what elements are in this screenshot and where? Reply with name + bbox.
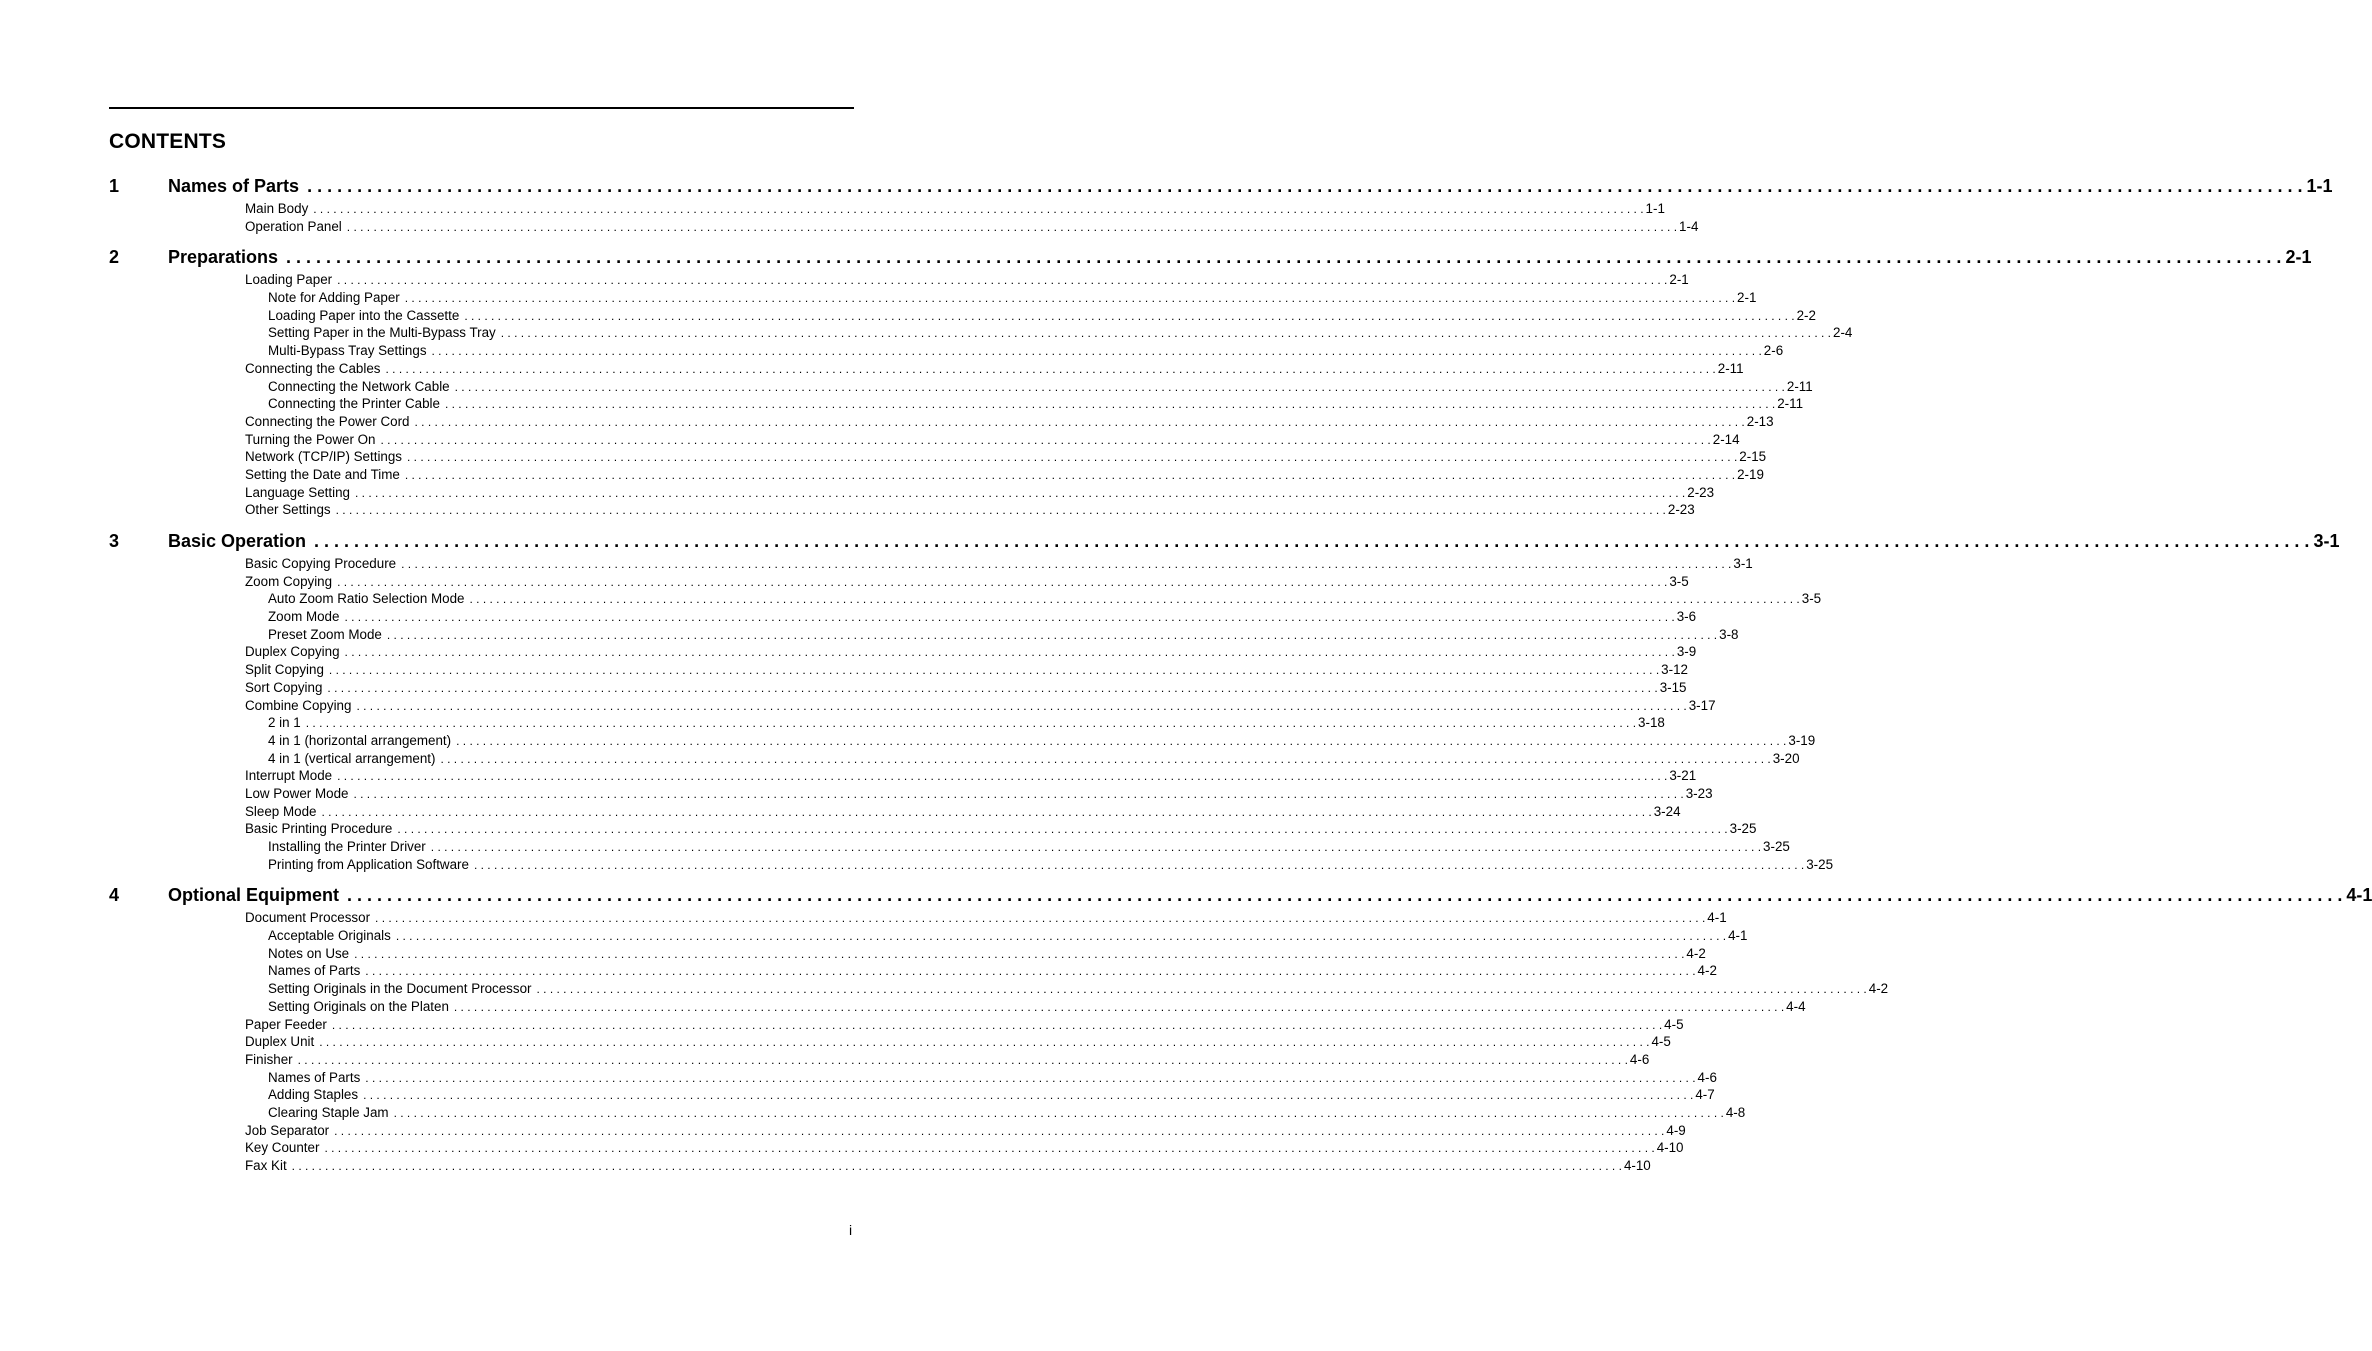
dot-leader: . . . . . . . . . . . . . . . . . . . . . . . . . . . . . . . . . . . . . . . . . . . . . . . . . . . . . . . . . . . . . . . . . . . . . . . . . . . . . . . . . . . . . . . . . . . . . . . . . . . . . . . . . . . . . . . . . . . . . . . . . . . . . . . . . . . . . . . . . . . . . . . . . . . . . . . . . . . . . . . . . . . . . . . . . . . . . . . . . . . . . . . . . . . . . . . . . . . . . . . . — [286, 247, 2282, 268]
toc-entry[interactable] — [109, 1122, 1686, 1141]
toc-entry[interactable] — [109, 573, 1689, 592]
entry-page: 4-6 — [1629, 1051, 1650, 1067]
toc-entry[interactable] — [109, 910, 1727, 928]
entry-page: 4-2 — [1686, 945, 1706, 961]
toc-entry[interactable] — [109, 556, 1753, 574]
dot-leader: . . . . . . . . . . . . . . . . . . . . . . . . . . . . . . . . . . . . . . . . . . . . . . . . . . . . . . . . . . . . . . . . . . . . . . . . . . . . . . . . . . . . . . . . . . . . . . . . . . . . . . . . . . . . . . . . . . . . . . . . . . . . . . . . . . . . . . . . . . . . . . . . . . . . . . . . . . . . . . . . . . . . . . . . . . . . . . . . . . . . . . . . . . . . . . . . . . . . . . . . — [454, 379, 1785, 394]
toc-entry[interactable] — [109, 803, 1681, 822]
entry-title: 2 in 1 — [268, 715, 301, 731]
entry-page: 3-25 — [1729, 821, 1757, 837]
dot-leader: . . . . . . . . . . . . . . . . . . . . . . . . . . . . . . . . . . . . . . . . . . . . . . . . . . . . . . . . . . . . . . . . . . . . . . . . . . . . . . . . . . . . . . . . . . . . . . . . . . . . . . . . . . . . . . . . . . . . . . . . . . . . . . . . . . . . . . . . . . . . . . . . . . . . . . . . . . . . . . . . . . . . . . . . . . . . . . . . . . . . . . . . . . . . . . . . . . . . . . . . — [414, 414, 1745, 429]
toc-entry[interactable] — [109, 945, 1706, 964]
toc-entry[interactable] — [109, 715, 1665, 733]
entry-title: Duplex Copying — [245, 644, 340, 660]
entry-title: Setting Originals on the Platen — [268, 998, 449, 1014]
entry-title: Operation Panel — [245, 218, 342, 234]
toc-entry[interactable] — [109, 378, 1813, 397]
dot-leader: . . . . . . . . . . . . . . . . . . . . . . . . . . . . . . . . . . . . . . . . . . . . . . . . . . . . . . . . . . . . . . . . . . . . . . . . . . . . . . . . . . . . . . . . . . . . . . . . . . . . . . . . . . . . . . . . . . . . . . . . . . . . . . . . . . . . . . . . . . . . . . . . . . . . . . . . . . . . . . . . . . . . . . . . . . . . . . . . . . . . . . . . . . . . . . . . . . . . . . . . — [500, 326, 1832, 341]
toc-chapter — [109, 247, 2312, 520]
entry-page: 2-1 — [1669, 272, 1689, 288]
page-number: i — [849, 1222, 853, 1238]
dot-leader: . . . . . . . . . . . . . . . . . . . . . . . . . . . . . . . . . . . . . . . . . . . . . . . . . . . . . . . . . . . . . . . . . . . . . . . . . . . . . . . . . . . . . . . . . . . . . . . . . . . . . . . . . . . . . . . . . . . . . . . . . . . . . . . . . . . . . . . . . . . . . . . . . . . . . . . . . . . . . . . . . . . . . . . . . . . . . . . . . . . . . . . . . . . . . . . . . . . . . . . . — [354, 946, 1685, 961]
entry-page: 4-10 — [1656, 1140, 1684, 1156]
toc-entry[interactable] — [109, 290, 1757, 308]
toc-entry[interactable] — [109, 466, 1764, 485]
toc-entry[interactable] — [109, 998, 1806, 1017]
dot-leader: . . . . . . . . . . . . . . . . . . . . . . . . . . . . . . . . . . . . . . . . . . . . . . . . . . . . . . . . . . . . . . . . . . . . . . . . . . . . . . . . . . . . . . . . . . . . . . . . . . . . . . . . . . . . . . . . . . . . . . . . . . . . . . . . . . . . . . . . . . . . . . . . . . . . . . . . . . . . . . . . . . . . . . . . . . . . . . . . . . . . . . . . . . . . . . . . . . . . . . . . — [397, 822, 1728, 837]
dot-leader: . . . . . . . . . . . . . . . . . . . . . . . . . . . . . . . . . . . . . . . . . . . . . . . . . . . . . . . . . . . . . . . . . . . . . . . . . . . . . . . . . . . . . . . . . . . . . . . . . . . . . . . . . . . . . . . . . . . . . . . . . . . . . . . . . . . . . . . . . . . . . . . . . . . . . . . . . . . . . . . . . . . . . . . . . . . . . . . . . . . . . . . . . . . . . . . . . . . . . . . . — [307, 176, 2303, 196]
chapter-number: 2 — [109, 247, 120, 268]
entry-title: Combine Copying — [245, 697, 352, 713]
entry-title: Connecting the Cables — [245, 360, 381, 376]
dot-leader: . . . . . . . . . . . . . . . . . . . . . . . . . . . . . . . . . . . . . . . . . . . . . . . . . . . . . . . . . . . . . . . . . . . . . . . . . . . . . . . . . . . . . . . . . . . . . . . . . . . . . . . . . . . . . . . . . . . . . . . . . . . . . . . . . . . . . . . . . . . . . . . . . . . . . . . . . . . . . . . . . . . . . . . . . . . . . . . . . . . . . . . . . . . . . . . . . . . . . . . . — [297, 1052, 1628, 1067]
entry-title: Finisher — [245, 1051, 293, 1067]
toc-entry[interactable] — [109, 785, 1713, 804]
entry-title: Names of Parts — [268, 963, 361, 979]
toc-entry[interactable] — [109, 679, 1687, 698]
chapter-heading[interactable] — [109, 885, 2372, 910]
entry-page: 4-10 — [1623, 1158, 1651, 1173]
entry-page: 2-11 — [1786, 378, 1813, 394]
dot-leader: . . . . . . . . . . . . . . . . . . . . . . . . . . . . . . . . . . . . . . . . . . . . . . . . . . . . . . . . . . . . . . . . . . . . . . . . . . . . . . . . . . . . . . . . . . . . . . . . . . . . . . . . . . . . . . . . . . . . . . . . . . . . . . . . . . . . . . . . . . . . . . . . . . . . . . . . . . . . . . . . . . . . . . . . . . . . . . . . . . . . . . . . . . . . . . . . . . . . . . . . — [291, 1159, 1622, 1173]
dot-leader: . . . . . . . . . . . . . . . . . . . . . . . . . . . . . . . . . . . . . . . . . . . . . . . . . . . . . . . . . . . . . . . . . . . . . . . . . . . . . . . . . . . . . . . . . . . . . . . . . . . . . . . . . . . . . . . . . . . . . . . . . . . . . . . . . . . . . . . . . . . . . . . . . . . . . . . . . . . . . . . . . . . . . . . . . . . . . . . . . . . . . . . . . . . . . . . . . . . . . . . . — [356, 698, 1687, 713]
entry-page: 4-8 — [1725, 1104, 1746, 1120]
dot-leader: . . . . . . . . . . . . . . . . . . . . . . . . . . . . . . . . . . . . . . . . . . . . . . . . . . . . . . . . . . . . . . . . . . . . . . . . . . . . . . . . . . . . . . . . . . . . . . . . . . . . . . . . . . . . . . . . . . . . . . . . . . . . . . . . . . . . . . . . . . . . . . . . . . . . . . . . . . . . . . . . . . . . . . . . . . . . . . . . . . . . . . . . . . . . . . . . . . . . . . . . — [395, 929, 1727, 944]
entry-title: Printing from Application Software — [268, 856, 469, 872]
entry-title: Multi-Bypass Tray Settings — [268, 343, 427, 359]
dot-leader: . . . . . . . . . . . . . . . . . . . . . . . . . . . . . . . . . . . . . . . . . . . . . . . . . . . . . . . . . . . . . . . . . . . . . . . . . . . . . . . . . . . . . . . . . . . . . . . . . . . . . . . . . . . . . . . . . . . . . . . . . . . . . . . . . . . . . . . . . . . . . . . . . . . . . . . . . . . . . . . . . . . . . . . . . . . . . . . . . . . . . . . . . . . . . . . . . . . . . . . . — [385, 361, 1716, 376]
entry-title: Paper Feeder — [245, 1016, 327, 1032]
entry-title: Network (TCP/IP) Settings — [245, 449, 403, 465]
entry-page: 2-19 — [1737, 466, 1764, 482]
entry-title: Basic Printing Procedure — [245, 821, 393, 837]
entry-page: 2-14 — [1712, 431, 1740, 447]
dot-leader: . . . . . . . . . . . . . . . . . . . . . . . . . . . . . . . . . . . . . . . . . . . . . . . . . . . . . . . . . . . . . . . . . . . . . . . . . . . . . . . . . . . . . . . . . . . . . . . . . . . . . . . . . . . . . . . . . . . . . . . . . . . . . . . . . . . . . . . . . . . . . . . . . . . . . . . . . . . . . . . . . . . . . . . . . . . . . . . . . . . . . . . . . . . . . . . . . . . . . . . . — [344, 610, 1675, 625]
page-title: CONTENTS — [109, 130, 227, 153]
toc-chapter — [109, 176, 2333, 236]
dot-leader: . . . . . . . . . . . . . . . . . . . . . . . . . . . . . . . . . . . . . . . . . . . . . . . . . . . . . . . . . . . . . . . . . . . . . . . . . . . . . . . . . . . . . . . . . . . . . . . . . . . . . . . . . . . . . . . . . . . . . . . . . . . . . . . . . . . . . . . . . . . . . . . . . . . . . . . . . . . . . . . . . . . . . . . . . . . . . . . . . . . . . . . . . . . . . . . . . . . . . . . . — [321, 804, 1652, 819]
chapter-number: 4 — [109, 885, 120, 906]
chapter-heading[interactable] — [109, 531, 2340, 556]
entry-page: 3-23 — [1685, 785, 1713, 801]
toc-entry[interactable] — [109, 396, 1804, 414]
dot-leader: . . . . . . . . . . . . . . . . . . . . . . . . . . . . . . . . . . . . . . . . . . . . . . . . . . . . . . . . . . . . . . . . . . . . . . . . . . . . . . . . . . . . . . . . . . . . . . . . . . . . . . . . . . . . . . . . . . . . . . . . . . . . . . . . . . . . . . . . . . . . . . . . . . . . . . . . . . . . . . . . . . . . . . . . . . . . . . . . . . . . . . . . . . . . . . . . . . . . . . . . — [469, 592, 1800, 607]
chapter-number: 3 — [109, 531, 120, 551]
entry-title: Loading Paper into the Cassette — [268, 307, 460, 323]
toc-entry[interactable] — [109, 750, 1800, 769]
dot-leader: . . . . . . . . . . . . . . . . . . . . . . . . . . . . . . . . . . . . . . . . . . . . . . . . . . . . . . . . . . . . . . . . . . . . . . . . . . . . . . . . . . . . . . . . . . . . . . . . . . . . . . . . . . . . . . . . . . . . . . . . . . . . . . . . . . . . . . . . . . . . . . . . . . . . . . . . . . . . . . . . . . . . . . . . . . . . . . . . . . . . . . . . . . . . . . . . . . . . . . . . — [344, 645, 1675, 660]
dot-leader: . . . . . . . . . . . . . . . . . . . . . . . . . . . . . . . . . . . . . . . . . . . . . . . . . . . . . . . . . . . . . . . . . . . . . . . . . . . . . . . . . . . . . . . . . . . . . . . . . . . . . . . . . . . . . . . . . . . . . . . . . . . . . . . . . . . . . . . . . . . . . . . . . . . . . . . . . . . . . . . . . . . . . . . . . . . . . . . . . . . . . . . . . . . . . . . . . . . . . . . . — [393, 1105, 1724, 1120]
toc-entry[interactable] — [109, 201, 1665, 219]
dot-leader: . . . . . . . . . . . . . . . . . . . . . . . . . . . . . . . . . . . . . . . . . . . . . . . . . . . . . . . . . . . . . . . . . . . . . . . . . . . . . . . . . . . . . . . . . . . . . . . . . . . . . . . . . . . . . . . . . . . . . . . . . . . . . . . . . . . . . . . . . . . . . . . . . . . . . . . . . . . . . . . . . . . . . . . . . . . . . . . . . . . . . . . . . . . . . . . . . . . . . . . . — [313, 202, 1644, 216]
toc-entry[interactable] — [109, 981, 1889, 999]
entry-title: Preset Zoom Mode — [268, 626, 382, 642]
entry-page: 4-5 — [1664, 1016, 1684, 1032]
toc-entry[interactable] — [109, 1034, 1671, 1052]
entry-title: Sort Copying — [245, 679, 323, 695]
entry-page: 4-6 — [1697, 1069, 1717, 1085]
entry-page: 3-18 — [1638, 715, 1665, 731]
entry-page: 3-5 — [1669, 573, 1689, 589]
toc-entry[interactable] — [109, 963, 1717, 981]
entry-page: 4-2 — [1868, 981, 1889, 997]
entry-page: 4-7 — [1695, 1087, 1715, 1103]
entry-title: Clearing Staple Jam — [268, 1104, 389, 1120]
dot-leader: . . . . . . . . . . . . . . . . . . . . . . . . . . . . . . . . . . . . . . . . . . . . . . . . . . . . . . . . . . . . . . . . . . . . . . . . . . . . . . . . . . . . . . . . . . . . . . . . . . . . . . . . . . . . . . . . . . . . . . . . . . . . . . . . . . . . . . . . . . . . . . . . . . . . . . . . . . . . . . . . . . . . . . . . . . . . . . . . . . . . . . . . . . . . . . . . . . . . . . . . — [353, 786, 1684, 801]
toc-entry[interactable] — [109, 928, 1748, 946]
entry-title: Interrupt Mode — [245, 768, 333, 784]
chapter-page: 4-1 — [2346, 885, 2372, 906]
toc-entry[interactable] — [109, 1051, 1650, 1070]
toc-chapter — [109, 531, 2340, 874]
toc-entry[interactable] — [109, 360, 1744, 379]
dot-leader: . . . . . . . . . . . . . . . . . . . . . . . . . . . . . . . . . . . . . . . . . . . . . . . . . . . . . . . . . . . . . . . . . . . . . . . . . . . . . . . . . . . . . . . . . . . . . . . . . . . . . . . . . . . . . . . . . . . . . . . . . . . . . . . . . . . . . . . . . . . . . . . . . . . . . . . . . . . . . . . . . . . . . . . . . . . . . . . . . . . . . . . . . . . . . . . . . . . . . . . . — [375, 911, 1706, 926]
dot-leader: . . . . . . . . . . . . . . . . . . . . . . . . . . . . . . . . . . . . . . . . . . . . . . . . . . . . . . . . . . . . . . . . . . . . . . . . . . . . . . . . . . . . . . . . . . . . . . . . . . . . . . . . . . . . . . . . . . . . . . . . . . . . . . . . . . . . . . . . . . . . . . . . . . . . . . . . . . . . . . . . . . . . . . . . . . . . . . . . . . . . . . . . . . . . . . . . . . . . . . . . — [444, 397, 1776, 412]
toc-chapter — [109, 885, 2372, 1175]
dot-leader: . . . . . . . . . . . . . . . . . . . . . . . . . . . . . . . . . . . . . . . . . . . . . . . . . . . . . . . . . . . . . . . . . . . . . . . . . . . . . . . . . . . . . . . . . . . . . . . . . . . . . . . . . . . . . . . . . . . . . . . . . . . . . . . . . . . . . . . . . . . . . . . . . . . . . . . . . . . . . . . . . . . . . . . . . . . . . . . . . . . . . . . . . . . . . . . . . . . . . . . . — [404, 291, 1736, 306]
entry-title: Installing the Printer Driver — [268, 839, 426, 854]
dot-leader: . . . . . . . . . . . . . . . . . . . . . . . . . . . . . . . . . . . . . . . . . . . . . . . . . . . . . . . . . . . . . . . . . . . . . . . . . . . . . . . . . . . . . . . . . . . . . . . . . . . . . . . . . . . . . . . . . . . . . . . . . . . . . . . . . . . . . . . . . . . . . . . . . . . . . . . . . . . . . . . . . . . . . . . . . . . . . . . . . . . . . . . . . . . . . . . . . . . . . . . . — [334, 1123, 1665, 1138]
entry-title: Setting Originals in the Document Processor — [268, 981, 532, 997]
entry-page: 3-8 — [1719, 626, 1739, 642]
toc-entry[interactable] — [109, 821, 1757, 839]
entry-title: Setting Paper in the Multi-Bypass Tray — [268, 325, 496, 341]
chapter-page: 1-1 — [2306, 176, 2333, 196]
dot-leader: . . . . . . . . . . . . . . . . . . . . . . . . . . . . . . . . . . . . . . . . . . . . . . . . . . . . . . . . . . . . . . . . . . . . . . . . . . . . . . . . . . . . . . . . . . . . . . . . . . . . . . . . . . . . . . . . . . . . . . . . . . . . . . . . . . . . . . . . . . . . . . . . . . . . . . . . . . . . . . . . . . . . . . . . . . . . . . . . . . . . . . . . . . . . . . . . . . . . . . . . — [430, 840, 1762, 854]
entry-page: 3-6 — [1676, 609, 1697, 625]
dot-leader: . . . . . . . . . . . . . . . . . . . . . . . . . . . . . . . . . . . . . . . . . . . . . . . . . . . . . . . . . . . . . . . . . . . . . . . . . . . . . . . . . . . . . . . . . . . . . . . . . . . . . . . . . . . . . . . . . . . . . . . . . . . . . . . . . . . . . . . . . . . . . . . . . . . . . . . . . . . . . . . . . . . . . . . . . . . . . . . . . . . . . . . . . . . . . . . . . . . . . . . . — [407, 450, 1738, 465]
chapter-heading[interactable] — [109, 247, 2312, 272]
entry-page: 2-13 — [1746, 413, 1774, 429]
entry-title: Sleep Mode — [245, 803, 317, 819]
entry-title: Setting the Date and Time — [245, 466, 400, 482]
dot-leader: . . . . . . . . . . . . . . . . . . . . . . . . . . . . . . . . . . . . . . . . . . . . . . . . . . . . . . . . . . . . . . . . . . . . . . . . . . . . . . . . . . . . . . . . . . . . . . . . . . . . . . . . . . . . . . . . . . . . . . . . . . . . . . . . . . . . . . . . . . . . . . . . . . . . . . . . . . . . . . . . . . . . . . . . . . . . . . . . . . . . . . . . . . . . . . . . . . . . . . . . — [337, 273, 1668, 288]
entry-page: 2-23 — [1667, 502, 1695, 518]
entry-title: Loading Paper — [245, 272, 333, 288]
entry-page: 2-23 — [1687, 484, 1715, 500]
entry-title: Auto Zoom Ratio Selection Mode — [268, 591, 465, 607]
entry-title: Fax Kit — [245, 1158, 287, 1173]
entry-page: 4-9 — [1666, 1122, 1686, 1138]
entry-page: 4-5 — [1651, 1034, 1671, 1050]
dot-leader: . . . . . . . . . . . . . . . . . . . . . . . . . . . . . . . . . . . . . . . . . . . . . . . . . . . . . . . . . . . . . . . . . . . . . . . . . . . . . . . . . . . . . . . . . . . . . . . . . . . . . . . . . . . . . . . . . . . . . . . . . . . . . . . . . . . . . . . . . . . . . . . . . . . . . . . . . . . . . . . . . . . . . . . . . . . . . . . . . . . . . . . . . . . . . . . . . . . . . . . . — [456, 733, 1787, 748]
entry-title: Zoom Mode — [268, 609, 340, 625]
entry-page: 2-11 — [1717, 360, 1744, 376]
entry-page: 3-20 — [1772, 750, 1800, 766]
chapter-number: 1 — [109, 176, 120, 196]
entry-page: 1-4 — [1679, 218, 1699, 234]
entry-title: Connecting the Printer Cable — [268, 396, 440, 412]
dot-leader: . . . . . . . . . . . . . . . . . . . . . . . . . . . . . . . . . . . . . . . . . . . . . . . . . . . . . . . . . . . . . . . . . . . . . . . . . . . . . . . . . . . . . . . . . . . . . . . . . . . . . . . . . . . . . . . . . . . . . . . . . . . . . . . . . . . . . . . . . . . . . . . . . . . . . . . . . . . . . . . . . . . . . . . . . . . . . . . . . . . . . . . . . . . . . . . . . . . . . . . . — [431, 344, 1762, 359]
chapter-title: Optional Equipment — [168, 885, 339, 906]
toc-entry[interactable] — [109, 591, 1822, 609]
entry-title: 4 in 1 (vertical arrangement) — [268, 750, 436, 766]
dot-leader: . . . . . . . . . . . . . . . . . . . . . . . . . . . . . . . . . . . . . . . . . . . . . . . . . . . . . . . . . . . . . . . . . . . . . . . . . . . . . . . . . . . . . . . . . . . . . . . . . . . . . . . . . . . . . . . . . . . . . . . . . . . . . . . . . . . . . . . . . . . . . . . . . . . . . . . . . . . . . . . . . . . . . . . . . . . . . . . . . . . . . . . . . . . . . . . . . . . . . . . . — [363, 1088, 1694, 1103]
toc-entry[interactable] — [109, 697, 1716, 716]
chapter-page: 3-1 — [2313, 531, 2340, 551]
entry-page: 4-1 — [1728, 928, 1748, 944]
toc-entry[interactable] — [109, 662, 1688, 680]
entry-page: 3-17 — [1688, 697, 1716, 713]
entry-page: 2-15 — [1739, 449, 1767, 465]
table-of-contents — [109, 176, 2372, 1187]
entry-title: Key Counter — [245, 1140, 320, 1156]
toc-entry[interactable] — [109, 272, 1689, 290]
toc-entry[interactable] — [109, 1069, 1717, 1088]
entry-title: 4 in 1 (horizontal arrangement) — [268, 732, 452, 748]
dot-leader: . . . . . . . . . . . . . . . . . . . . . . . . . . . . . . . . . . . . . . . . . . . . . . . . . . . . . . . . . . . . . . . . . . . . . . . . . . . . . . . . . . . . . . . . . . . . . . . . . . . . . . . . . . . . . . . . . . . . . . . . . . . . . . . . . . . . . . . . . . . . . . . . . . . . . . . . . . . . . . . . . . . . . . . . . . . . . . . . . . . . . . . . . . . . . . . . . . . . . . . . — [337, 769, 1668, 784]
toc-entry[interactable] — [109, 1158, 1651, 1176]
entry-title: Zoom Copying — [245, 573, 333, 589]
toc-entry[interactable] — [109, 609, 1697, 627]
toc-entry[interactable] — [109, 431, 1740, 450]
toc-entry[interactable] — [109, 1104, 1746, 1123]
dot-leader: . . . . . . . . . . . . . . . . . . . . . . . . . . . . . . . . . . . . . . . . . . . . . . . . . . . . . . . . . . . . . . . . . . . . . . . . . . . . . . . . . . . . . . . . . . . . . . . . . . . . . . . . . . . . . . . . . . . . . . . . . . . . . . . . . . . . . . . . . . . . . . . . . . . . . . . . . . . . . . . . . . . . . . . . . . . . . . . . . . . . . . . . . . . . . . . . . . . . . . . . — [335, 503, 1666, 518]
entry-page: 3-25 — [1806, 856, 1834, 872]
entry-page: 3-5 — [1801, 591, 1822, 607]
toc-entry[interactable] — [109, 413, 1774, 432]
dot-leader: . . . . . . . . . . . . . . . . . . . . . . . . . . . . . . . . . . . . . . . . . . . . . . . . . . . . . . . . . . . . . . . . . . . . . . . . . . . . . . . . . . . . . . . . . . . . . . . . . . . . . . . . . . . . . . . . . . . . . . . . . . . . . . . . . . . . . . . . . . . . . . . . . . . . . . . . . . . . . . . . . . . . . . . . . . . . . . . . . . . . . . . . . . . . . . . . . . . . . . . . — [386, 627, 1718, 642]
entry-page: 3-9 — [1676, 644, 1697, 660]
toc-entry[interactable] — [109, 644, 1697, 662]
toc-entry[interactable] — [109, 484, 1715, 503]
entry-page: 4-4 — [1786, 998, 1806, 1014]
dot-leader: . . . . . . . . . . . . . . . . . . . . . . . . . . . . . . . . . . . . . . . . . . . . . . . . . . . . . . . . . . . . . . . . . . . . . . . . . . . . . . . . . . . . . . . . . . . . . . . . . . . . . . . . . . . . . . . . . . . . . . . . . . . . . . . . . . . . . . . . . . . . . . . . . . . . . . . . . . . . . . . . . . . . . . . . . . . . . . . . . . . . . . . . . . . . . . . . . . . . . . . . — [337, 574, 1668, 589]
dot-leader: . . . . . . . . . . . . . . . . . . . . . . . . . . . . . . . . . . . . . . . . . . . . . . . . . . . . . . . . . . . . . . . . . . . . . . . . . . . . . . . . . . . . . . . . . . . . . . . . . . . . . . . . . . . . . . . . . . . . . . . . . . . . . . . . . . . . . . . . . . . . . . . . . . . . . . . . . . . . . . . . . . . . . . . . . . . . . . . . . . . . . . . . . . . . . . . . . . . . . . . . — [365, 964, 1696, 979]
toc-entry[interactable] — [109, 732, 1816, 751]
entry-title: Language Setting — [245, 484, 350, 500]
toc-entry[interactable] — [109, 325, 1853, 343]
entry-page: 4-1 — [1707, 910, 1727, 926]
entry-title: Adding Staples — [268, 1087, 359, 1103]
chapter-page: 2-1 — [2285, 247, 2312, 268]
entry-title: Duplex Unit — [245, 1034, 315, 1050]
toc-entry[interactable] — [109, 1016, 1684, 1035]
entry-page: 2-4 — [1833, 325, 1853, 341]
entry-title: Low Power Mode — [245, 785, 349, 801]
entry-title: Basic Copying Procedure — [245, 556, 397, 571]
toc-entry[interactable] — [109, 218, 1699, 237]
entry-title: Turning the Power On — [245, 431, 376, 447]
dot-leader: . . . . . . . . . . . . . . . . . . . . . . . . . . . . . . . . . . . . . . . . . . . . . . . . . . . . . . . . . . . . . . . . . . . . . . . . . . . . . . . . . . . . . . . . . . . . . . . . . . . . . . . . . . . . . . . . . . . . . . . . . . . . . . . . . . . . . . . . . . . . . . . . . . . . . . . . . . . . . . . . . . . . . . . . . . . . . . . . . . . . . . . . . . . . . . . . . . . . . . . . — [473, 857, 1805, 872]
dot-leader: . . . . . . . . . . . . . . . . . . . . . . . . . . . . . . . . . . . . . . . . . . . . . . . . . . . . . . . . . . . . . . . . . . . . . . . . . . . . . . . . . . . . . . . . . . . . . . . . . . . . . . . . . . . . . . . . . . . . . . . . . . . . . . . . . . . . . . . . . . . . . . . . . . . . . . . . . . . . . . . . . . . . . . . . . . . . . . . . . . . . . . . . . . . . . . . . . . . . . . . . — [404, 467, 1736, 482]
dot-leader: . . . . . . . . . . . . . . . . . . . . . . . . . . . . . . . . . . . . . . . . . . . . . . . . . . . . . . . . . . . . . . . . . . . . . . . . . . . . . . . . . . . . . . . . . . . . . . . . . . . . . . . . . . . . . . . . . . . . . . . . . . . . . . . . . . . . . . . . . . . . . . . . . . . . . . . . . . . . . . . . . . . . . . . . . . . . . . . . . . . . . . . . . . . . . . . . . . . . . . . . — [355, 485, 1686, 500]
entry-page: 2-1 — [1737, 290, 1757, 306]
entry-title: Connecting the Network Cable — [268, 378, 450, 394]
entry-title: Connecting the Power Cord — [245, 413, 410, 429]
entry-page: 2-2 — [1796, 307, 1816, 323]
entry-page: 4-2 — [1697, 963, 1717, 979]
entry-title: Acceptable Originals — [268, 928, 391, 944]
entry-title: Notes on Use — [268, 945, 350, 961]
dot-leader: . . . . . . . . . . . . . . . . . . . . . . . . . . . . . . . . . . . . . . . . . . . . . . . . . . . . . . . . . . . . . . . . . . . . . . . . . . . . . . . . . . . . . . . . . . . . . . . . . . . . . . . . . . . . . . . . . . . . . . . . . . . . . . . . . . . . . . . . . . . . . . . . . . . . . . . . . . . . . . . . . . . . . . . . . . . . . . . . . . . . . . . . . . . . . . . . . . . . . . . . — [453, 999, 1785, 1014]
chapter-heading[interactable] — [109, 176, 2333, 201]
entry-title: Other Settings — [245, 502, 331, 518]
toc-entry[interactable] — [109, 626, 1739, 645]
dot-leader: . . . . . . . . . . . . . . . . . . . . . . . . . . . . . . . . . . . . . . . . . . . . . . . . . . . . . . . . . . . . . . . . . . . . . . . . . . . . . . . . . . . . . . . . . . . . . . . . . . . . . . . . . . . . . . . . . . . . . . . . . . . . . . . . . . . . . . . . . . . . . . . . . . . . . . . . . . . . . . . . . . . . . . . . . . . . . . . . . . . . . . . . . . . . . . . . . . . . . . . . — [327, 680, 1658, 695]
toc-entry[interactable] — [109, 343, 1784, 361]
entry-page: 1-1 — [1645, 201, 1665, 216]
chapter-title: Preparations — [168, 247, 279, 268]
entry-page: 2-11 — [1777, 396, 1804, 412]
toc-entry[interactable] — [109, 1087, 1715, 1105]
toc-entry[interactable] — [109, 449, 1767, 467]
entry-page: 2-6 — [1763, 343, 1784, 359]
dot-leader: . . . . . . . . . . . . . . . . . . . . . . . . . . . . . . . . . . . . . . . . . . . . . . . . . . . . . . . . . . . . . . . . . . . . . . . . . . . . . . . . . . . . . . . . . . . . . . . . . . . . . . . . . . . . . . . . . . . . . . . . . . . . . . . . . . . . . . . . . . . . . . . . . . . . . . . . . . . . . . . . . . . . . . . . . . . . . . . . . . . . . . . . . . . . . . . . . . . . . . . . — [331, 1017, 1663, 1032]
toc-entry[interactable] — [109, 839, 1790, 857]
toc-entry[interactable] — [109, 502, 1695, 520]
dot-leader: . . . . . . . . . . . . . . . . . . . . . . . . . . . . . . . . . . . . . . . . . . . . . . . . . . . . . . . . . . . . . . . . . . . . . . . . . . . . . . . . . . . . . . . . . . . . . . . . . . . . . . . . . . . . . . . . . . . . . . . . . . . . . . . . . . . . . . . . . . . . . . . . . . . . . . . . . . . . . . . . . . . . . . . . . . . . . . . . . . . . . . . . . . . . . . . . . . . . . . . . — [319, 1035, 1650, 1050]
dot-leader: . . . . . . . . . . . . . . . . . . . . . . . . . . . . . . . . . . . . . . . . . . . . . . . . . . . . . . . . . . . . . . . . . . . . . . . . . . . . . . . . . . . . . . . . . . . . . . . . . . . . . . . . . . . . . . . . . . . . . . . . . . . . . . . . . . . . . . . . . . . . . . . . . . . . . . . . . . . . . . . . . . . . . . . . . . . . . . . . . . . . . . . . . . . . . . . . . . . . . . . . — [401, 557, 1732, 571]
toc-entry[interactable] — [109, 307, 1816, 326]
dot-leader: . . . . . . . . . . . . . . . . . . . . . . . . . . . . . . . . . . . . . . . . . . . . . . . . . . . . . . . . . . . . . . . . . . . . . . . . . . . . . . . . . . . . . . . . . . . . . . . . . . . . . . . . . . . . . . . . . . . . . . . . . . . . . . . . . . . . . . . . . . . . . . . . . . . . . . . . . . . . . . . . . . . . . . . . . . . . . . . . . . . . . . . . . . . . . . . . . . . . . . . . — [305, 716, 1637, 731]
dot-leader: . . . . . . . . . . . . . . . . . . . . . . . . . . . . . . . . . . . . . . . . . . . . . . . . . . . . . . . . . . . . . . . . . . . . . . . . . . . . . . . . . . . . . . . . . . . . . . . . . . . . . . . . . . . . . . . . . . . . . . . . . . . . . . . . . . . . . . . . . . . . . . . . . . . . . . . . . . . . . . . . . . . . . . . . . . . . . . . . . . . . . . . . . . . . . . . . . . . . . . . . — [314, 531, 2310, 551]
entry-page: 3-21 — [1669, 768, 1697, 784]
dot-leader: . . . . . . . . . . . . . . . . . . . . . . . . . . . . . . . . . . . . . . . . . . . . . . . . . . . . . . . . . . . . . . . . . . . . . . . . . . . . . . . . . . . . . . . . . . . . . . . . . . . . . . . . . . . . . . . . . . . . . . . . . . . . . . . . . . . . . . . . . . . . . . . . . . . . . . . . . . . . . . . . . . . . . . . . . . . . . . . . . . . . . . . . . . . . . . . . . . . . . . . . — [347, 885, 2343, 906]
toc-entry[interactable] — [109, 856, 1834, 875]
toc-entry[interactable] — [109, 768, 1697, 786]
header-rule — [109, 107, 854, 109]
dot-leader: . . . . . . . . . . . . . . . . . . . . . . . . . . . . . . . . . . . . . . . . . . . . . . . . . . . . . . . . . . . . . . . . . . . . . . . . . . . . . . . . . . . . . . . . . . . . . . . . . . . . . . . . . . . . . . . . . . . . . . . . . . . . . . . . . . . . . . . . . . . . . . . . . . . . . . . . . . . . . . . . . . . . . . . . . . . . . . . . . . . . . . . . . . . . . . . . . . . . . . . . — [380, 432, 1711, 447]
entry-title: Note for Adding Paper — [268, 290, 400, 306]
entry-page: 3-24 — [1653, 803, 1681, 819]
dot-leader: . . . . . . . . . . . . . . . . . . . . . . . . . . . . . . . . . . . . . . . . . . . . . . . . . . . . . . . . . . . . . . . . . . . . . . . . . . . . . . . . . . . . . . . . . . . . . . . . . . . . . . . . . . . . . . . . . . . . . . . . . . . . . . . . . . . . . . . . . . . . . . . . . . . . . . . . . . . . . . . . . . . . . . . . . . . . . . . . . . . . . . . . . . . . . . . . . . . . . . . . — [440, 751, 1771, 766]
entry-page: 3-25 — [1763, 839, 1790, 854]
dot-leader: . . . . . . . . . . . . . . . . . . . . . . . . . . . . . . . . . . . . . . . . . . . . . . . . . . . . . . . . . . . . . . . . . . . . . . . . . . . . . . . . . . . . . . . . . . . . . . . . . . . . . . . . . . . . . . . . . . . . . . . . . . . . . . . . . . . . . . . . . . . . . . . . . . . . . . . . . . . . . . . . . . . . . . . . . . . . . . . . . . . . . . . . . . . . . . . . . . . . . . . . — [324, 1141, 1655, 1156]
entry-page: 3-12 — [1661, 662, 1688, 678]
entry-page: 3-19 — [1788, 732, 1816, 748]
entry-title: Split Copying — [245, 662, 324, 678]
chapter-title: Names of Parts — [168, 176, 300, 196]
dot-leader: . . . . . . . . . . . . . . . . . . . . . . . . . . . . . . . . . . . . . . . . . . . . . . . . . . . . . . . . . . . . . . . . . . . . . . . . . . . . . . . . . . . . . . . . . . . . . . . . . . . . . . . . . . . . . . . . . . . . . . . . . . . . . . . . . . . . . . . . . . . . . . . . . . . . . . . . . . . . . . . . . . . . . . . . . . . . . . . . . . . . . . . . . . . . . . . . . . . . . . . . — [464, 308, 1795, 323]
entry-title: Document Processor — [245, 910, 371, 926]
entry-page: 3-15 — [1659, 679, 1687, 695]
entry-page: 3-1 — [1733, 556, 1753, 571]
toc-entry[interactable] — [109, 1140, 1684, 1158]
dot-leader: . . . . . . . . . . . . . . . . . . . . . . . . . . . . . . . . . . . . . . . . . . . . . . . . . . . . . . . . . . . . . . . . . . . . . . . . . . . . . . . . . . . . . . . . . . . . . . . . . . . . . . . . . . . . . . . . . . . . . . . . . . . . . . . . . . . . . . . . . . . . . . . . . . . . . . . . . . . . . . . . . . . . . . . . . . . . . . . . . . . . . . . . . . . . . . . . . . . . . . . . — [536, 982, 1867, 997]
dot-leader: . . . . . . . . . . . . . . . . . . . . . . . . . . . . . . . . . . . . . . . . . . . . . . . . . . . . . . . . . . . . . . . . . . . . . . . . . . . . . . . . . . . . . . . . . . . . . . . . . . . . . . . . . . . . . . . . . . . . . . . . . . . . . . . . . . . . . . . . . . . . . . . . . . . . . . . . . . . . . . . . . . . . . . . . . . . . . . . . . . . . . . . . . . . . . . . . . . . . . . . . — [365, 1070, 1696, 1085]
chapter-title: Basic Operation — [168, 531, 307, 551]
entry-title: Job Separator — [245, 1122, 330, 1138]
dot-leader: . . . . . . . . . . . . . . . . . . . . . . . . . . . . . . . . . . . . . . . . . . . . . . . . . . . . . . . . . . . . . . . . . . . . . . . . . . . . . . . . . . . . . . . . . . . . . . . . . . . . . . . . . . . . . . . . . . . . . . . . . . . . . . . . . . . . . . . . . . . . . . . . . . . . . . . . . . . . . . . . . . . . . . . . . . . . . . . . . . . . . . . . . . . . . . . . . . . . . . . . — [346, 219, 1678, 234]
entry-title: Names of Parts — [268, 1069, 361, 1085]
entry-title: Main Body — [245, 201, 309, 216]
dot-leader: . . . . . . . . . . . . . . . . . . . . . . . . . . . . . . . . . . . . . . . . . . . . . . . . . . . . . . . . . . . . . . . . . . . . . . . . . . . . . . . . . . . . . . . . . . . . . . . . . . . . . . . . . . . . . . . . . . . . . . . . . . . . . . . . . . . . . . . . . . . . . . . . . . . . . . . . . . . . . . . . . . . . . . . . . . . . . . . . . . . . . . . . . . . . . . . . . . . . . . . . — [328, 663, 1660, 678]
